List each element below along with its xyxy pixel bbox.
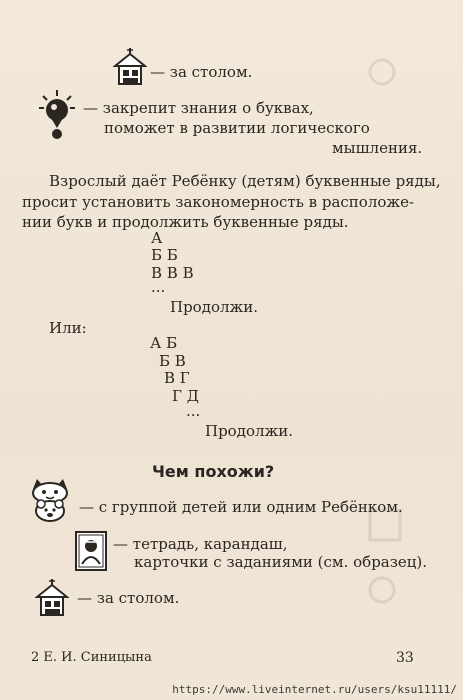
- continue-prompt-1: Продолжи.: [170, 298, 259, 316]
- series-1-row: А: [151, 229, 163, 247]
- table-label: — за столом.: [77, 589, 180, 607]
- section-title: Чем похожи?: [152, 462, 275, 481]
- materials-line-2: карточки с заданиями (см. образец).: [134, 553, 428, 571]
- series-1-row: Б Б: [151, 246, 178, 264]
- intro-line-1: Взрослый даёт Ребёнку (детям) буквенные ряды,: [49, 172, 441, 190]
- series-1-row: В В В: [151, 264, 194, 282]
- series-2-row: ...: [186, 402, 201, 420]
- lightbulb-goal-icon: [37, 88, 77, 140]
- series-2-row: Г Д: [172, 387, 199, 405]
- notebook-pencil-icon: [74, 530, 108, 572]
- children-group-icon: [27, 477, 73, 523]
- or-label: Или:: [49, 319, 87, 337]
- continue-prompt-2: Продолжи.: [205, 422, 294, 440]
- goal-line-2: поможет в развитии логического: [104, 119, 370, 137]
- materials-line-1: — тетрадь, карандаш,: [113, 535, 288, 553]
- house-icon: [35, 577, 69, 617]
- intro-line-3: нии букв и продолжить буквенные ряды.: [22, 213, 349, 231]
- group-label: — с группой детей или одним Ребёнком.: [79, 498, 403, 516]
- page-number: 33: [396, 650, 414, 666]
- goal-line-3: мышления.: [332, 139, 423, 157]
- series-2-row: А Б: [150, 334, 178, 352]
- series-1-row: ...: [151, 278, 166, 296]
- series-2-row: Б В: [159, 352, 186, 370]
- bleed-through-decoration: [360, 40, 450, 640]
- series-2-row: В Г: [164, 369, 190, 387]
- intro-line-2: просит установить закономерность в расположе-: [22, 193, 415, 211]
- footer-author: 2 Е. И. Синицына: [31, 650, 152, 665]
- house-icon: [113, 46, 147, 86]
- goal-line-1: — закрепит знания о буквах,: [83, 99, 314, 117]
- table-label: — за столом.: [150, 63, 253, 81]
- source-url[interactable]: https://www.liveinternet.ru/users/ksu11111/: [172, 683, 457, 696]
